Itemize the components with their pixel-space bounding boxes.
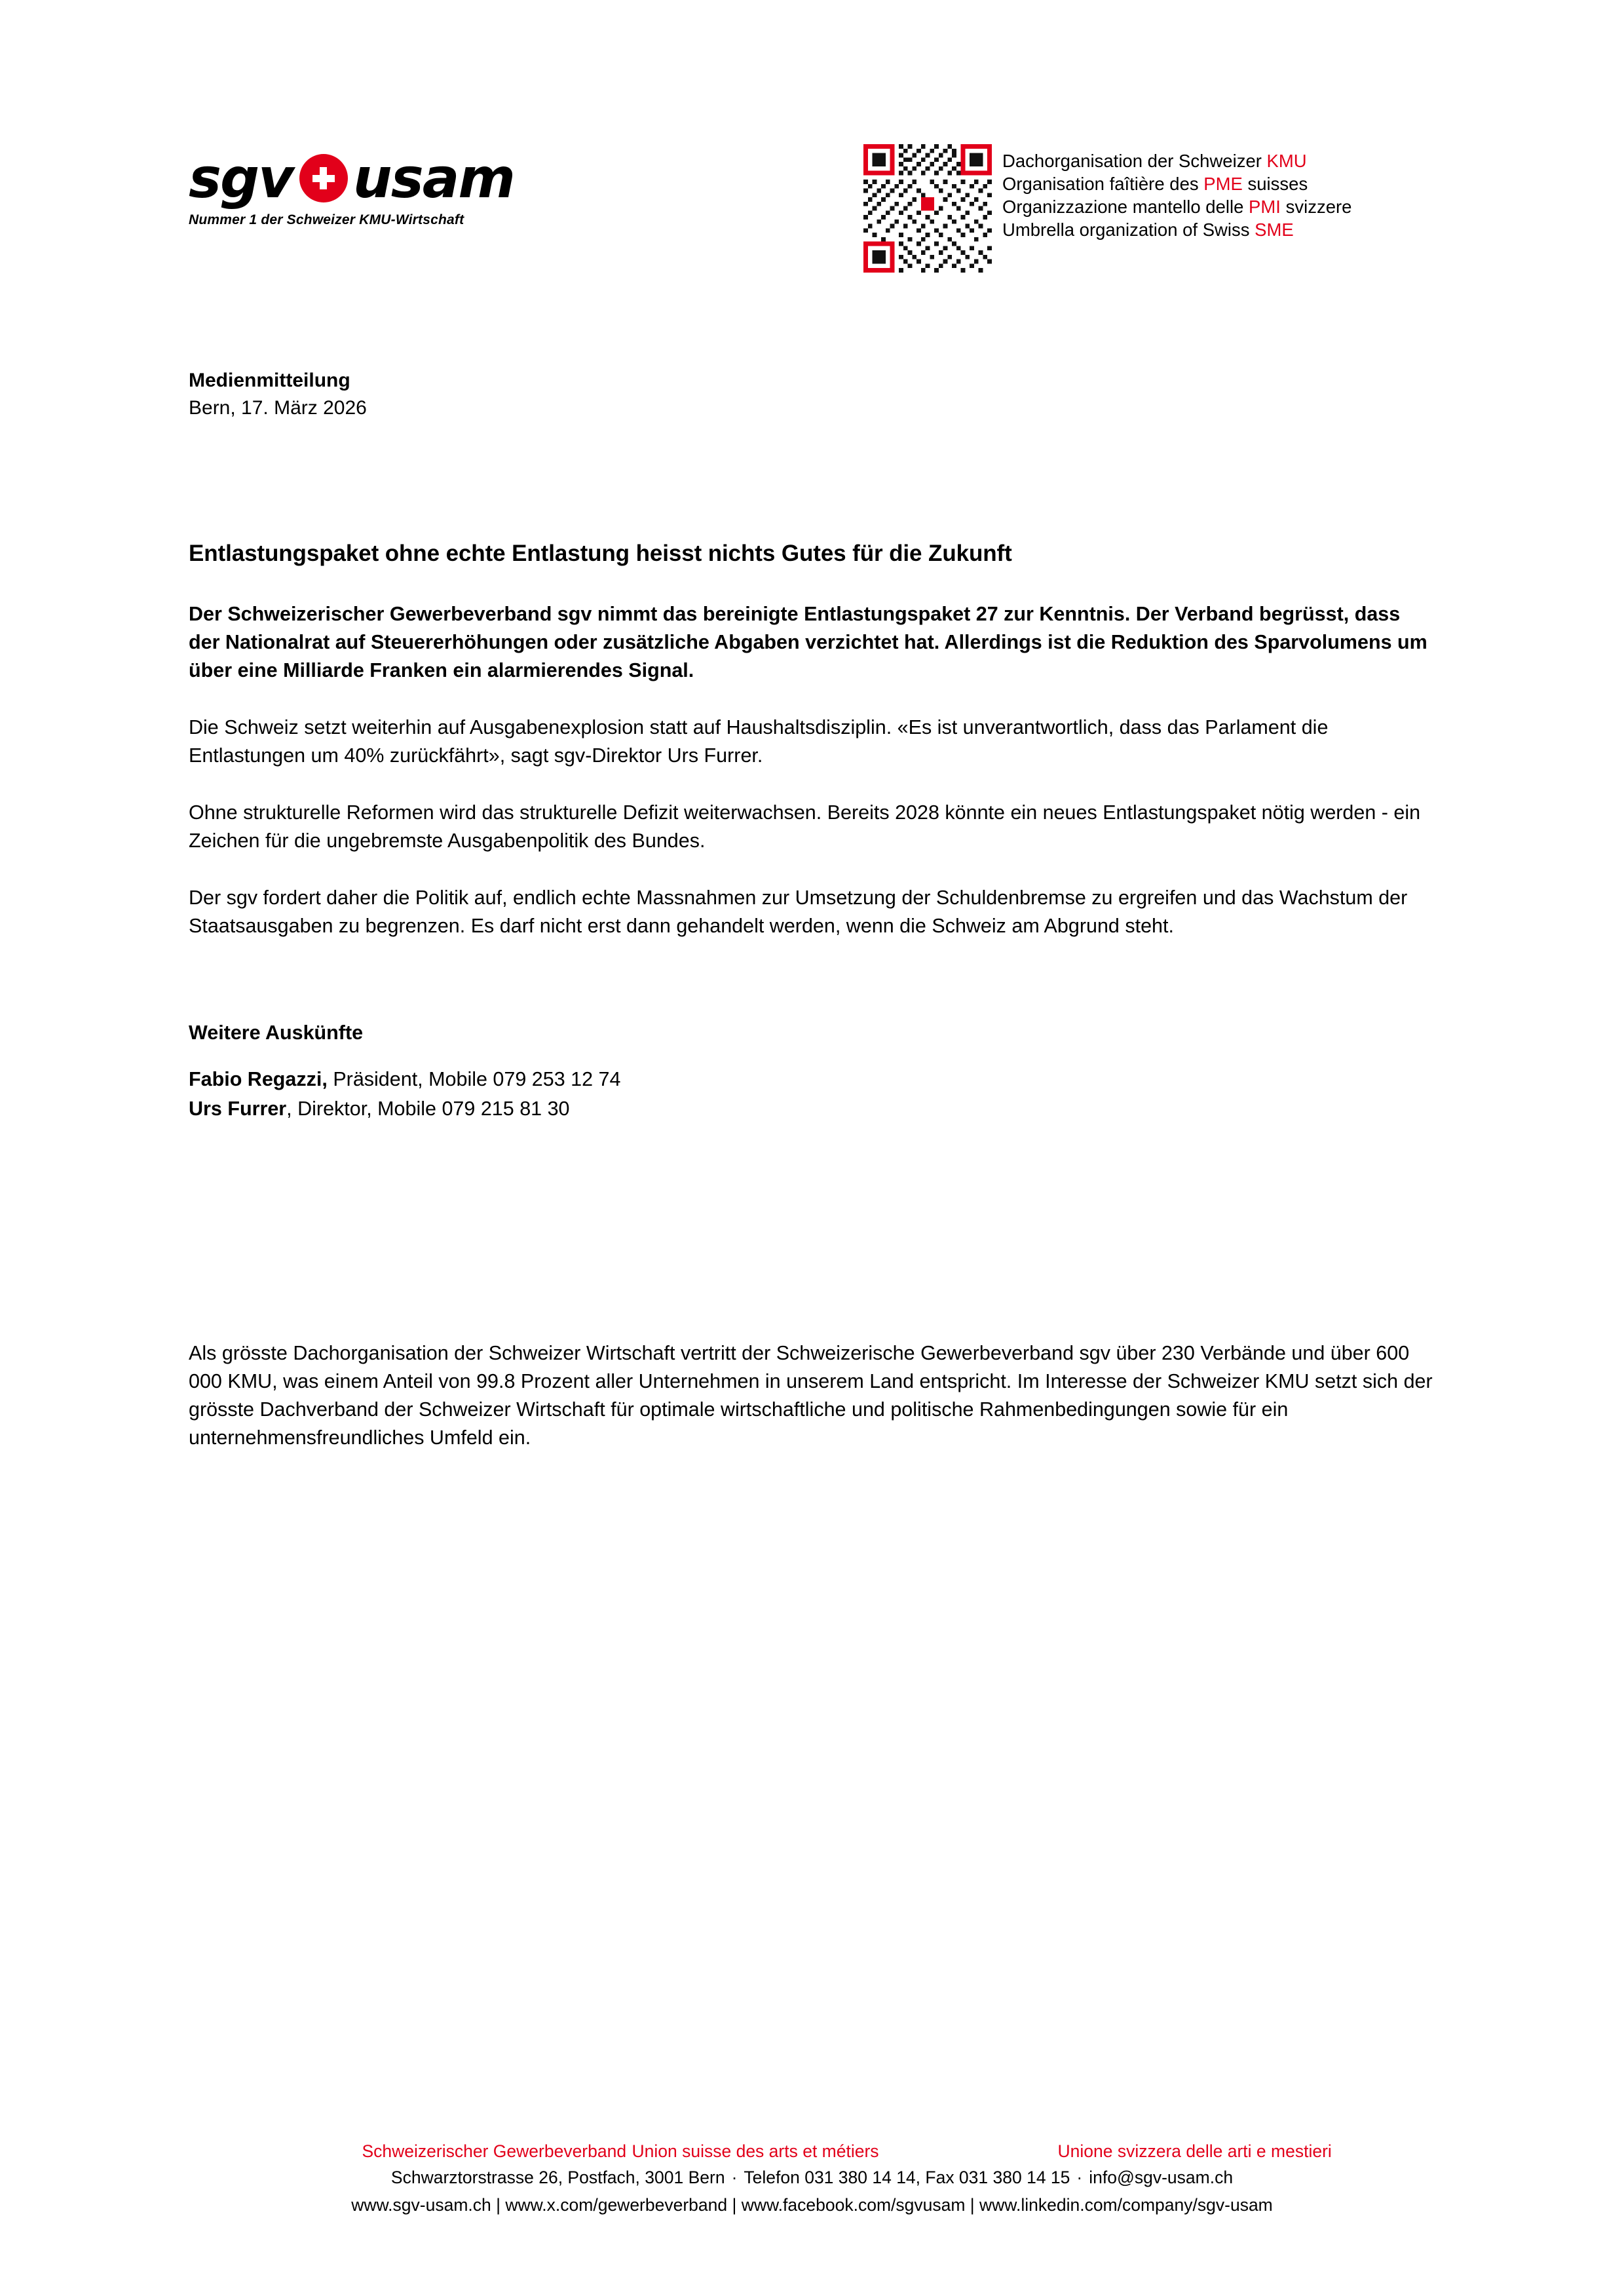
footer-separator-2: · <box>1076 2168 1083 2187</box>
dateline: Bern, 17. März 2026 <box>189 397 367 419</box>
claim-it-accent: PMI <box>1249 197 1281 217</box>
claim-it <box>1002 195 1351 218</box>
logo-word-usam: usam <box>352 146 514 210</box>
footer-separator-1: · <box>731 2168 738 2187</box>
contact-person-2-detail: , Direktor, Mobile 079 215 81 30 <box>286 1098 570 1120</box>
boilerplate-paragraph: Als grösste Dachorganisation der Schweizer Wirtschaft vertritt der Schweizerische Gewerbeverband sgv über 230 Verbände und über 600 000 KMU, was einem Anteil von 99.8 Prozent aller Unternehmen in unserem Land entspricht. Im Interesse der Schweizer KMU setzt sich der grösste Dachverband der Schweizer Wirtschaft für optimale wirtschaftliche und politische Rahmenbedingungen sowie für ein unternehmensfreundliches Umfeld ein. <box>189 1342 1433 1449</box>
contact-person-2 <box>189 1095 1433 1123</box>
logo-tagline: Nummer 1 der Schweizer KMU-Wirtschaft <box>189 212 464 227</box>
claim-fr-accent: PME <box>1203 174 1243 194</box>
footer-contact-line <box>0 2164 1624 2191</box>
contact-heading: Weitere Auskünfte <box>189 1022 364 1044</box>
footer-organization-names <box>0 2139 1624 2164</box>
footer-address: Schwarztorstrasse 26, Postfach, 3001 Bern <box>390 2168 725 2187</box>
footer-links-line[interactable]: www.sgv-usam.ch | www.x.com/gewerbeverband | www.facebook.com/sgvusam | www.linkedin.com/company/sgv-usam <box>351 2195 1273 2215</box>
claim-de-pre: Dachorganisation der Schweizer <box>1002 151 1267 171</box>
body-paragraph-3: Der sgv fordert daher die Politik auf, endlich echte Massnahmen zur Umsetzung der Schuldenbremse zu ergreifen und das Wachstum der Staatsausgaben zu begrenzen. Es darf nicht erst dann gehandelt werden, wenn die Schweiz am Abgrund steht. <box>189 887 1408 937</box>
document-type-label: Medienmitteilung <box>189 370 350 391</box>
swiss-cross-circle-icon <box>299 154 348 202</box>
claim-it-pre: Organizzazione mantello delle <box>1002 197 1249 217</box>
contact-person-1-detail: Präsident, Mobile 079 253 12 74 <box>327 1068 621 1090</box>
claim-it-post: svizzere <box>1280 197 1352 217</box>
footer-phone: Telefon 031 380 14 14, Fax 031 380 14 15 <box>744 2168 1070 2187</box>
body-paragraph-2: Ohne strukturelle Reformen wird das strukturelle Defizit weiterwachsen. Bereits 2028 könnte ein neues Entlastungspaket nötig werden - ein Zeichen für die ungebremste Ausgabenpolitik des Bundes. <box>189 801 1421 852</box>
page-title: Entlastungspaket ohne echte Entlastung heisst nichts Gutes für die Zukunft <box>189 541 1012 566</box>
body-paragraph-1: Die Schweiz setzt weiterhin auf Ausgabenexplosion statt auf Haushaltsdisziplin. «Es ist unverantwortlich, dass das Parlament die Entlastungen um 40% zurückfährt», sagt sgv-Direktor Urs Furrer. <box>189 716 1329 767</box>
sgv-usam-logo <box>189 146 595 228</box>
claim-de-accent: KMU <box>1266 151 1307 171</box>
lead-paragraph: Der Schweizerischer Gewerbeverband sgv nimmt das bereinigte Entlastungspaket 27 zur Kenntnis. Der Verband begrüsst, dass der Nationalrat auf Steuererhöhungen oder zusätzliche Abgaben verzichtet hat. Allerdings ist die Reduktion des Sparvolumens um über eine Milliarde Franken ein alarmierendes Signal. <box>189 603 1427 681</box>
footer-name-de: Schweizerischer Gewerbeverband <box>362 2141 627 2161</box>
claim-fr-post: suisses <box>1242 174 1308 194</box>
page-footer <box>0 2139 1624 2219</box>
footer-email[interactable]: info@sgv-usam.ch <box>1089 2168 1234 2187</box>
document-body <box>189 367 1433 1472</box>
claim-fr <box>1002 172 1351 195</box>
claim-en-accent: SME <box>1255 220 1294 240</box>
letterhead <box>0 138 1624 288</box>
footer-name-fr: Union suisse des arts et métiers <box>632 2141 879 2161</box>
claim-en <box>1002 218 1351 241</box>
qr-code-icon[interactable] <box>863 144 992 273</box>
contact-person-2-name: Urs Furrer <box>189 1098 287 1120</box>
claim-de <box>1002 149 1351 172</box>
logo-word-sgv: sgv <box>189 146 293 210</box>
footer-name-it: Unione svizzera delle arti e mestieri <box>1057 2141 1332 2161</box>
logo-wordmark <box>189 146 595 210</box>
multilingual-claims <box>1002 149 1351 241</box>
qr-code-block[interactable] <box>863 144 1008 275</box>
claim-fr-pre: Organisation faîtière des <box>1002 174 1204 194</box>
contact-person-1 <box>189 1065 1433 1094</box>
contact-person-1-name: Fabio Regazzi, <box>189 1068 328 1090</box>
claim-en-pre: Umbrella organization of Swiss <box>1002 220 1255 240</box>
